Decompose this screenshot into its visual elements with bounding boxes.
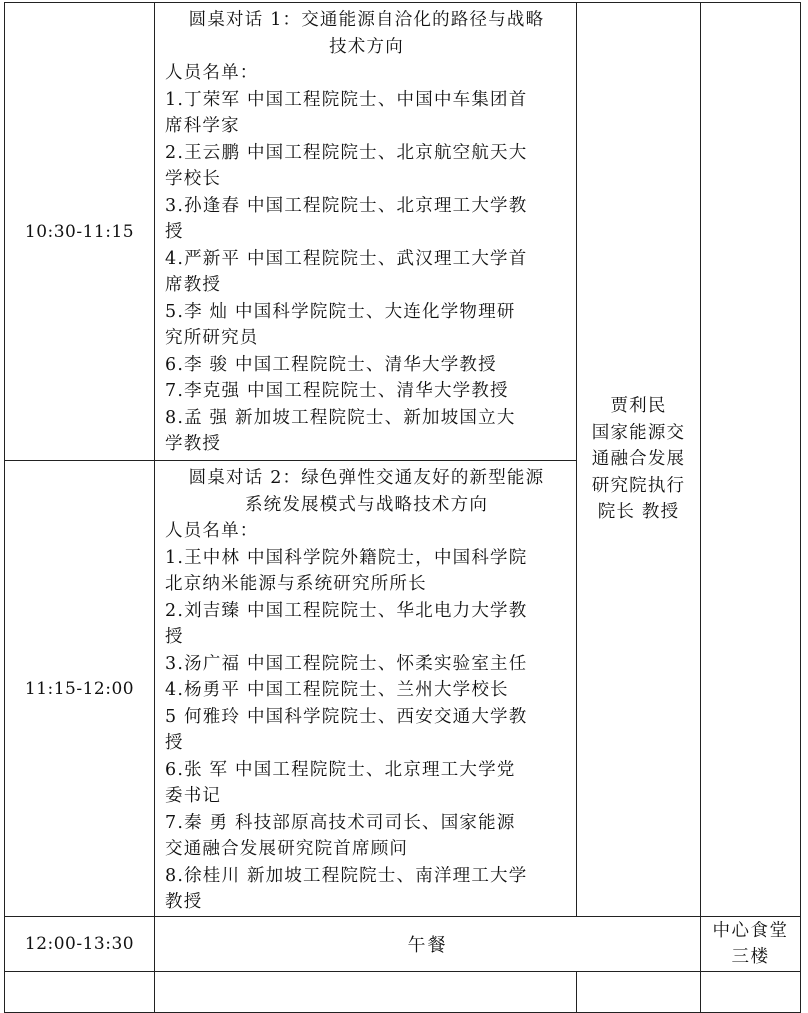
session-content — [155, 3, 577, 461]
session-title — [165, 465, 568, 518]
session-row-1 — [5, 3, 801, 461]
roster-line: 4.杨勇平 中国工程院院士、兰州大学校长 — [165, 680, 509, 700]
roster-line: 交通融合发展研究院首席顾问 — [165, 839, 409, 859]
roster-line: 4.严新平 中国工程院院士、武汉理工大学首 — [165, 248, 528, 269]
lunch-row — [5, 917, 801, 972]
roster-line: 授 — [165, 222, 184, 242]
lunch-venue — [701, 917, 801, 972]
roster-line: 8.徐桂川 新加坡工程院院士、南洋理工大学 — [165, 865, 528, 886]
roster-line: 2.刘吉臻 中国工程院院士、华北电力大学教 — [165, 600, 528, 621]
session-time: 10:30-11:15 — [5, 3, 155, 461]
host-cell — [577, 3, 701, 917]
session-content — [155, 461, 577, 917]
venue-cell-empty — [701, 3, 801, 917]
title-line: 圆桌对话 2：绿色弹性交通友好的新型能源 — [188, 468, 545, 488]
roster-line: 1.王中林 中国科学院外籍院士，中国科学院 — [165, 547, 528, 568]
cut-off-cell — [155, 972, 577, 1013]
roster-label: 人员名单： — [165, 521, 259, 541]
host-line: 国家能源交 — [591, 422, 686, 443]
host-line: 研究院执行 — [591, 475, 686, 496]
roster-line: 学教授 — [165, 434, 222, 454]
roster-line: 席教授 — [165, 275, 222, 295]
cut-off-cell — [701, 972, 801, 1013]
roster-line: 委书记 — [165, 786, 222, 806]
cut-off-cell — [577, 972, 701, 1013]
roster-line: 2.王云鹏 中国工程院院士、北京航空航天大 — [165, 142, 528, 163]
roster-line: 席科学家 — [165, 116, 240, 136]
venue-line: 中心食堂 — [712, 921, 789, 941]
roster-line: 8.孟 强 新加坡工程院院士、新加坡国立大 — [165, 407, 516, 428]
host-line: 贾利民 — [610, 396, 667, 417]
title-line: 系统发展模式与战略技术方向 — [244, 494, 489, 515]
roster-line: 授 — [165, 627, 184, 647]
roster-line: 5.李 灿 中国科学院院士、大连化学物理研 — [165, 301, 516, 322]
title-line: 圆桌对话 1：交通能源自洽化的路径与战略 — [188, 10, 545, 30]
roster-line: 7.李克强 中国工程院院士、清华大学教授 — [165, 381, 509, 401]
roster-line: 教授 — [165, 892, 203, 912]
roster-line: 授 — [165, 733, 184, 753]
cut-off-row — [5, 972, 801, 1013]
host-line: 院长 教授 — [597, 502, 680, 523]
schedule-table — [4, 2, 801, 1013]
cut-off-cell — [5, 972, 155, 1013]
roster-line: 7.秦 勇 科技部原高技术司司长、国家能源 — [165, 812, 516, 833]
roster-line: 3.孙逢春 中国工程院院士、北京理工大学教 — [165, 195, 528, 216]
roster-line: 5 何雅玲 中国科学院院士、西安交通大学教 — [165, 706, 528, 727]
roster-line: 6.李 骏 中国工程院院士、清华大学教授 — [165, 354, 497, 375]
roster-line: 3.汤广福 中国工程院院士、怀柔实验室主任 — [165, 653, 528, 674]
roster-line: 学校长 — [165, 169, 222, 189]
session-title — [165, 7, 568, 60]
lunch-label: 午餐 — [155, 917, 701, 972]
lunch-time: 12:00-13:30 — [5, 917, 155, 972]
venue-line: 三楼 — [731, 947, 770, 967]
session-time: 11:15-12:00 — [5, 461, 155, 917]
roster-line: 1.丁荣军 中国工程院院士、中国中车集团首 — [165, 89, 528, 110]
host-line: 通融合发展 — [591, 449, 686, 470]
title-line: 技术方向 — [329, 36, 404, 57]
roster-line: 6.张 军 中国工程院院士、北京理工大学党 — [165, 759, 516, 780]
roster-line: 究所研究员 — [165, 328, 259, 348]
roster-line: 北京纳米能源与系统研究所所长 — [165, 574, 427, 594]
roster-label: 人员名单： — [165, 63, 259, 83]
